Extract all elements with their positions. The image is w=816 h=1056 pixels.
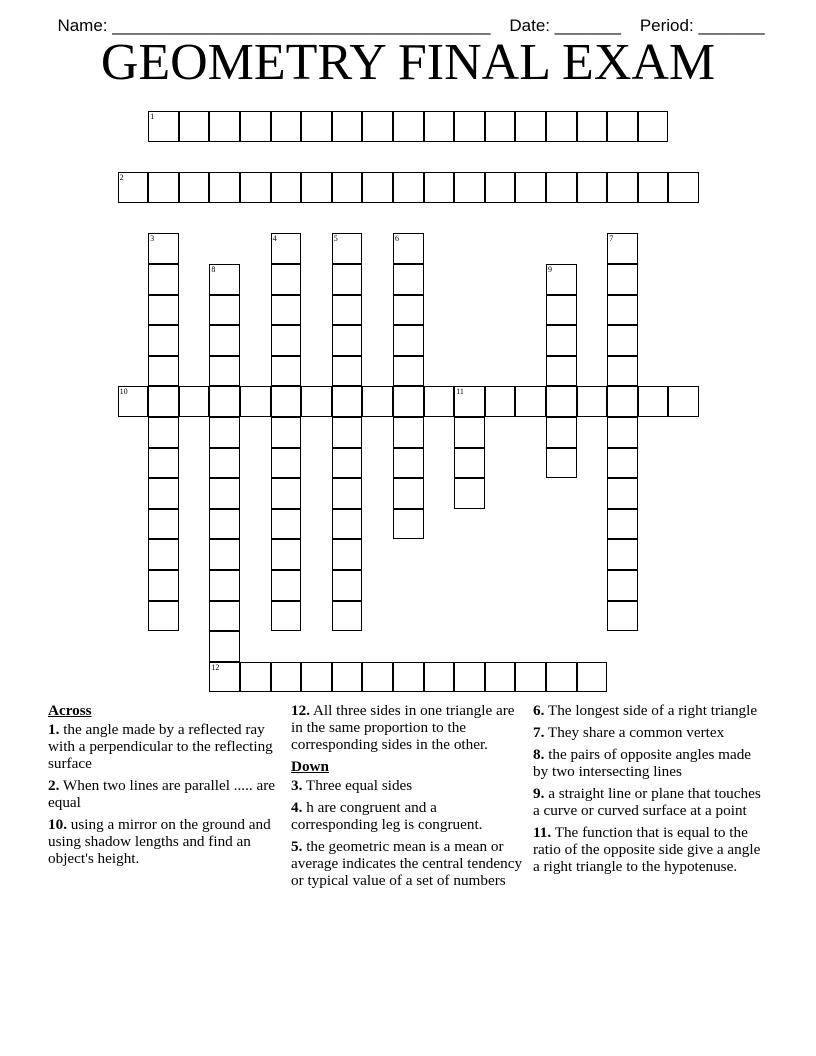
crossword-cell[interactable] (393, 662, 424, 693)
crossword-cell[interactable] (424, 386, 455, 417)
crossword-cell[interactable] (332, 386, 363, 417)
crossword-cell[interactable] (179, 111, 210, 142)
crossword-cell[interactable] (638, 172, 669, 203)
crossword-cell[interactable] (454, 662, 485, 693)
crossword-cell[interactable] (148, 601, 179, 632)
crossword-cell[interactable] (332, 662, 363, 693)
crossword-cell[interactable] (271, 233, 302, 264)
crossword-cell[interactable] (148, 448, 179, 479)
crossword-cell[interactable] (332, 509, 363, 540)
crossword-cell[interactable] (271, 295, 302, 326)
crossword-cell[interactable] (148, 325, 179, 356)
clue-down-5 (291, 838, 527, 889)
clue-down-4 (291, 799, 527, 833)
crossword-cell[interactable] (332, 356, 363, 387)
crossword-cell[interactable] (148, 172, 179, 203)
crossword-cell[interactable] (577, 662, 608, 693)
cell-number: 7 (609, 234, 614, 244)
crossword-cell[interactable] (332, 601, 363, 632)
crossword-cell[interactable] (607, 448, 638, 479)
clue-across-2 (48, 777, 284, 811)
crossword-cell[interactable] (515, 662, 546, 693)
crossword-cell[interactable] (271, 570, 302, 601)
crossword-cell[interactable] (148, 509, 179, 540)
crossword-cell[interactable] (485, 172, 516, 203)
crossword-cell[interactable] (393, 325, 424, 356)
clue-number: 12. (291, 702, 310, 719)
crossword-cell[interactable] (332, 172, 363, 203)
crossword-cell[interactable] (332, 295, 363, 326)
clue-number: 10. (48, 816, 67, 833)
crossword-cell[interactable] (546, 386, 577, 417)
cell-number: 2 (119, 173, 124, 183)
crossword-cell[interactable] (454, 386, 485, 417)
crossword-cell[interactable] (546, 417, 577, 448)
cell-number: 6 (395, 234, 399, 244)
clue-number: 2. (48, 777, 60, 794)
crossword-cell[interactable] (638, 111, 669, 142)
clue-number: 8. (533, 746, 545, 763)
crossword-cell[interactable] (607, 325, 638, 356)
crossword-cell[interactable] (393, 478, 424, 509)
crossword-cell[interactable] (485, 662, 516, 693)
crossword-cell[interactable] (393, 295, 424, 326)
crossword-cell[interactable] (515, 386, 546, 417)
crossword-cell[interactable] (209, 417, 240, 448)
crossword-cell[interactable] (209, 570, 240, 601)
crossword-cell[interactable] (332, 417, 363, 448)
crossword-cell[interactable] (393, 111, 424, 142)
period-label: Period: (639, 16, 694, 35)
crossword-cell[interactable] (209, 172, 240, 203)
crossword-cell[interactable] (209, 509, 240, 540)
clue-number: 7. (533, 724, 545, 741)
crossword-cell[interactable] (607, 601, 638, 632)
crossword-cell[interactable] (332, 478, 363, 509)
crossword-cell[interactable] (209, 386, 240, 417)
crossword-cell[interactable] (148, 111, 179, 142)
clue-across-10 (48, 816, 284, 867)
clue-down-6 (533, 702, 769, 719)
crossword-cell[interactable] (393, 356, 424, 387)
crossword-cell[interactable] (332, 233, 363, 264)
crossword-cell[interactable] (209, 478, 240, 509)
crossword-cell[interactable] (271, 172, 302, 203)
crossword-cell[interactable] (148, 264, 179, 295)
crossword-cell[interactable] (546, 448, 577, 479)
crossword-cell[interactable] (607, 172, 638, 203)
crossword-cell[interactable] (393, 264, 424, 295)
crossword-cell[interactable] (240, 172, 271, 203)
clue-text: They share a common vertex (547, 724, 725, 741)
crossword-cell[interactable] (454, 111, 485, 142)
crossword-cell[interactable] (607, 539, 638, 570)
crossword-cell[interactable] (607, 295, 638, 326)
crossword-cell[interactable] (240, 662, 271, 693)
crossword-cell[interactable] (209, 356, 240, 387)
crossword-cell[interactable] (118, 172, 149, 203)
crossword-cell[interactable] (301, 662, 332, 693)
crossword-cell[interactable] (362, 172, 393, 203)
crossword-cell[interactable] (332, 448, 363, 479)
clue-text: h are congruent and a corresponding leg is congruent. (291, 799, 483, 833)
crossword-cell[interactable] (332, 111, 363, 142)
crossword-cell[interactable] (271, 601, 302, 632)
clues-column-3 (533, 702, 769, 880)
cell-number: 3 (150, 234, 155, 244)
crossword-cell[interactable] (454, 172, 485, 203)
clue-down-8 (533, 746, 769, 780)
crossword-cell[interactable] (546, 172, 577, 203)
crossword-cell[interactable] (607, 264, 638, 295)
clue-down-7 (533, 724, 769, 741)
clue-number: 4. (291, 799, 303, 816)
crossword-cell[interactable] (271, 478, 302, 509)
clue-text: When two lines are parallel ..... are equal (48, 777, 276, 811)
crossword-cell[interactable] (209, 631, 240, 662)
crossword-cell[interactable] (179, 172, 210, 203)
crossword-cell[interactable] (454, 478, 485, 509)
clue-down-3 (291, 777, 527, 794)
cell-number: 8 (211, 265, 216, 274)
clue-number: 6. (533, 702, 545, 719)
crossword-cell[interactable] (668, 386, 699, 417)
crossword-cell[interactable] (607, 478, 638, 509)
crossword-cell[interactable] (546, 356, 577, 387)
crossword-cell[interactable] (148, 356, 179, 387)
crossword-cell[interactable] (148, 478, 179, 509)
crossword-cell[interactable] (393, 233, 424, 264)
crossword-cell[interactable] (607, 356, 638, 387)
crossword-cell[interactable] (546, 325, 577, 356)
date-label: Date: (509, 16, 550, 35)
crossword-cell[interactable] (148, 417, 179, 448)
clue-text: using a mirror on the ground and using shadow lengths and find an object's height. (48, 816, 271, 867)
down-heading: Down (291, 758, 329, 775)
clue-down-9 (533, 785, 769, 819)
crossword-cell[interactable] (271, 264, 302, 295)
crossword-cell[interactable] (271, 509, 302, 540)
clue-text: The function that is equal to the ratio of the opposite side give a angle a right triangle to the hypotenuse. (533, 824, 761, 875)
clue-down-11 (533, 824, 769, 875)
crossword-cell[interactable] (515, 172, 546, 203)
crossword-cell[interactable] (240, 111, 271, 142)
cell-number: 9 (548, 265, 552, 274)
clue-text: the angle made by a reflected ray with a perpendicular to the reflecting surface (48, 721, 273, 772)
crossword-cell[interactable] (148, 295, 179, 326)
crossword-cell[interactable] (393, 448, 424, 479)
crossword-cell[interactable] (271, 539, 302, 570)
cell-number: 10 (119, 387, 128, 397)
crossword-cell[interactable] (332, 325, 363, 356)
crossword-cell[interactable] (362, 111, 393, 142)
clue-text: the geometric mean is a mean or average indicates the central tendency or typical value of a set of numbers (291, 838, 523, 889)
clues-column-2 (291, 702, 527, 894)
crossword-cell[interactable] (271, 386, 302, 417)
crossword-cell[interactable] (393, 172, 424, 203)
crossword-cell[interactable] (607, 570, 638, 601)
crossword-cell[interactable] (271, 448, 302, 479)
cell-number: 4 (272, 234, 277, 244)
clue-number: 9. (533, 785, 545, 802)
period-field[interactable]: _______ (698, 16, 765, 35)
clue-across-1 (48, 721, 284, 772)
crossword-cell[interactable] (209, 448, 240, 479)
crossword-cell[interactable] (607, 111, 638, 142)
page-title: GEOMETRY FINAL EXAM (100, 34, 716, 91)
crossword-cell[interactable] (332, 570, 363, 601)
crossword-cell[interactable] (209, 662, 240, 693)
crossword-cell[interactable] (424, 111, 455, 142)
crossword-cell[interactable] (577, 386, 608, 417)
clue-text: Three equal sides (305, 777, 413, 794)
name-label: Name: (57, 16, 108, 35)
crossword-cell[interactable] (148, 386, 179, 417)
clue-number: 5. (291, 838, 303, 855)
crossword-cell[interactable] (546, 111, 577, 142)
crossword-cell[interactable] (577, 111, 608, 142)
crossword-cell[interactable] (301, 111, 332, 142)
crossword-cell[interactable] (454, 417, 485, 448)
crossword-cell[interactable] (638, 386, 669, 417)
name-field[interactable]: ________________________________________ (112, 16, 491, 35)
crossword-cell[interactable] (209, 295, 240, 326)
crossword-cell[interactable] (424, 662, 455, 693)
crossword-cell[interactable] (332, 539, 363, 570)
crossword-cell[interactable] (546, 662, 577, 693)
crossword-cell[interactable] (271, 111, 302, 142)
clue-text: All three sides in one triangle are in the same proportion to the corresponding sides in the other. (291, 702, 515, 753)
crossword-cell[interactable] (148, 570, 179, 601)
cell-number: 11 (456, 387, 464, 397)
crossword-cell[interactable] (362, 386, 393, 417)
crossword-cell[interactable] (301, 386, 332, 417)
crossword-cell[interactable] (485, 386, 516, 417)
crossword-cell[interactable] (118, 386, 149, 417)
crossword-cell[interactable] (454, 448, 485, 479)
crossword-cell[interactable] (485, 111, 516, 142)
clue-across-12 (291, 702, 527, 753)
crossword-cell[interactable] (332, 264, 363, 295)
clue-number: 1. (48, 721, 60, 738)
crossword-cell[interactable] (271, 662, 302, 693)
crossword-cell[interactable] (271, 325, 302, 356)
clue-number: 3. (291, 777, 303, 794)
crossword-cell[interactable] (271, 356, 302, 387)
crossword-cell[interactable] (179, 386, 210, 417)
crossword-cell[interactable] (209, 325, 240, 356)
crossword-cell[interactable] (577, 172, 608, 203)
crossword-cell[interactable] (393, 509, 424, 540)
cell-number: 1 (150, 112, 155, 121)
crossword-cell[interactable] (515, 111, 546, 142)
crossword-cell[interactable] (240, 386, 271, 417)
crossword-cell[interactable] (607, 509, 638, 540)
cell-number: 12 (211, 662, 220, 672)
crossword-cell[interactable] (393, 417, 424, 448)
clue-text: the pairs of opposite angles made by two intersecting lines (533, 746, 752, 780)
crossword-cell[interactable] (209, 111, 240, 142)
crossword-cell[interactable] (607, 233, 638, 264)
clue-text: a straight line or plane that touches a curve or curved surface at a point (533, 785, 761, 819)
crossword-cell[interactable] (607, 386, 638, 417)
crossword-cell[interactable] (393, 386, 424, 417)
crossword-cell[interactable] (546, 295, 577, 326)
crossword-cell[interactable] (209, 539, 240, 570)
crossword-cell[interactable] (424, 172, 455, 203)
clue-text: The longest side of a right triangle (547, 702, 758, 719)
crossword-cell[interactable] (668, 172, 699, 203)
crossword-cell[interactable] (362, 662, 393, 693)
crossword-cell[interactable] (148, 233, 179, 264)
crossword-cell[interactable] (209, 264, 240, 295)
crossword-cell[interactable] (271, 417, 302, 448)
crossword-cell[interactable] (301, 172, 332, 203)
crossword-cell[interactable] (148, 539, 179, 570)
crossword-cell[interactable] (607, 417, 638, 448)
clues-column-1 (48, 702, 284, 872)
clue-number: 11. (533, 824, 552, 841)
cell-number: 5 (333, 234, 338, 244)
crossword-cell[interactable] (546, 264, 577, 295)
date-field[interactable]: _______ (554, 16, 621, 35)
crossword-cell[interactable] (209, 601, 240, 632)
across-heading: Across (48, 702, 92, 719)
